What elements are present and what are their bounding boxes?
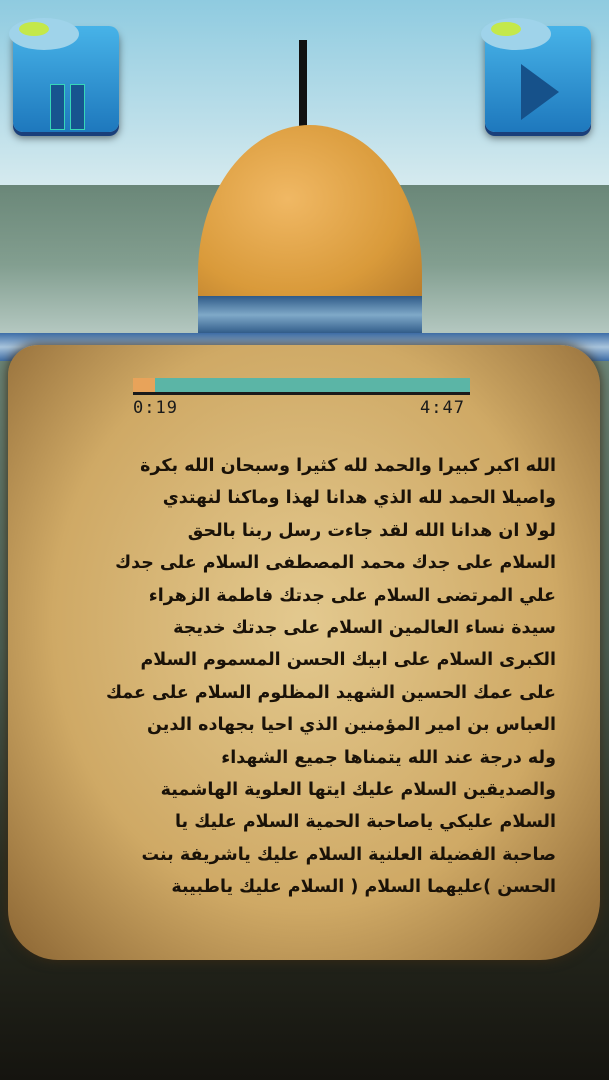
text-line: سيدة نساء العالمين السلام على جدتك خديجة [173, 618, 556, 639]
text-line: على عمك الحسين الشهيد المظلوم السلام على عمك [105, 682, 556, 703]
dome-tile-band [198, 296, 422, 334]
text-line: الله اكبر كبيرا والحمد لله كثيرا وسبحان الله بكرة [140, 456, 556, 476]
text-line: الكبرى السلام على ابيك الحسن المسموم السلام [140, 650, 556, 671]
pause-button[interactable] [13, 26, 119, 132]
text-line: صاحبة الفضيلة العلنية السلام عليك ياشريفة بنت [141, 844, 556, 865]
button-highlight [19, 22, 49, 36]
elapsed-time: 0:19 [133, 398, 178, 418]
dome-spire [299, 40, 307, 132]
text-line: علي المرتضى السلام على جدتك فاطمة الزهراء [148, 585, 556, 606]
text-line: وله درجة عند الله يتمناها جميع الشهداء [221, 747, 556, 768]
play-button[interactable] [485, 26, 591, 132]
text-line: العباس بن امير المؤمنين الذي احيا بجهاده الدين [147, 715, 556, 736]
seek-bar[interactable] [133, 378, 470, 395]
prayer-text [40, 450, 556, 904]
play-icon [521, 64, 559, 120]
seek-bar-progress [133, 378, 155, 392]
shrine-dome [198, 125, 422, 310]
button-highlight [491, 22, 521, 36]
text-line: لولا ان هدانا الله لقد جاءت رسل ربنا بالحق [187, 520, 556, 541]
text-line: والصديقين السلام عليك ايتها العلوية الهاشمية [160, 780, 556, 801]
total-duration: 4:47 [420, 398, 465, 418]
text-line: السلام على جدك محمد المصطفى السلام على جدك [115, 553, 556, 574]
text-line: الحسن )عليهما السلام ( السلام عليك ياطبيبة [171, 877, 556, 898]
text-line: السلام عليكي ياصاحبة الحمية السلام عليك يا [174, 812, 556, 833]
text-line: واصيلا الحمد لله الذي هدانا لهذا وماكنا لنهتدي [162, 488, 556, 509]
